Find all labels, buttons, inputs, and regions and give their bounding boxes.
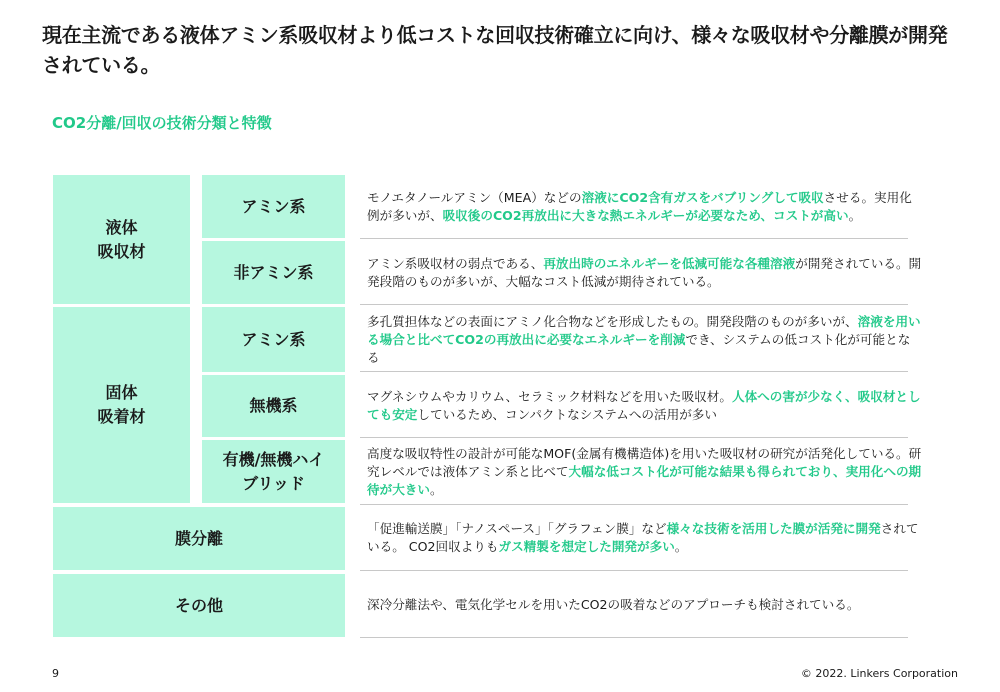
row-label: 無機系 [202, 375, 345, 437]
divider [360, 637, 908, 638]
row-description: マグネシウムやカリウム、セラミック材料などを用いた吸収材。人体への害が少なく、吸収材としても安定しているため、コンパクトなシステムへの活用が多い [367, 389, 921, 422]
row-label: アミン系 [202, 307, 345, 372]
section-subtitle: CO2分離/回収の技術分類と特徴 [52, 114, 272, 132]
row-description: モノエタノールアミン（MEA）などの溶液にCO2含有ガスをバブリングして吸収させる。実用化例が多いが、吸収後のCO2再放出に大きな熱エネルギーが必要なため、コストが高い。 [367, 190, 912, 223]
row-description: 深冷分離法や、電気化学セルを用いたCO2の吸着などのアプローチも検討されている。 [367, 597, 860, 612]
row-description: アミン系吸収材の弱点である、再放出時のエネルギーを低減可能な各種溶液が開発されている。開発段階のものが多いが、大幅なコスト低減が期待されている。 [367, 256, 922, 289]
row-description: 多孔質担体などの表面にアミノ化合物などを形成したもの。開発段階のものが多いが、溶液を用いる場合と比べてCO2の再放出に必要なエネルギーを削減でき、システムの低コスト化が可能となる [367, 314, 921, 365]
divider [360, 504, 908, 505]
group-membrane: 膜分離 [53, 507, 345, 570]
copyright: © 2022. Linkers Corporation [800, 667, 958, 680]
divider [360, 304, 908, 305]
divider [360, 238, 908, 239]
page-number: 9 [52, 667, 59, 680]
row-description: 高度な吸収特性の設計が可能なMOF(金属有機構造体)を用いた吸収材の研究が活発化している。研究レベルでは液体アミン系と比べて大幅な低コスト化が可能な結果も得られており、実用化への期待が大きい。 [367, 446, 922, 497]
group-solid-adsorbent: 固体 吸着材 [53, 307, 190, 503]
divider [360, 437, 908, 438]
row-description: 「促進輸送膜」「ナノスペース」「グラフェン膜」など様々な技術を活用した膜が活発に開発されている。 CO2回収よりもガス精製を想定した開発が多い。 [367, 521, 919, 554]
page-title: 現在主流である液体アミン系吸収材より低コストな回収技術確立に向け、様々な吸収材や分離膜が開発されている。 [42, 23, 948, 77]
divider [360, 570, 908, 571]
row-label: 非アミン系 [202, 241, 345, 304]
group-liquid-absorbent: 液体 吸収材 [53, 175, 190, 304]
divider [360, 371, 908, 372]
row-label: 有機/無機ハイブリッド [202, 440, 345, 503]
group-other: その他 [53, 574, 345, 637]
row-label: アミン系 [202, 175, 345, 238]
